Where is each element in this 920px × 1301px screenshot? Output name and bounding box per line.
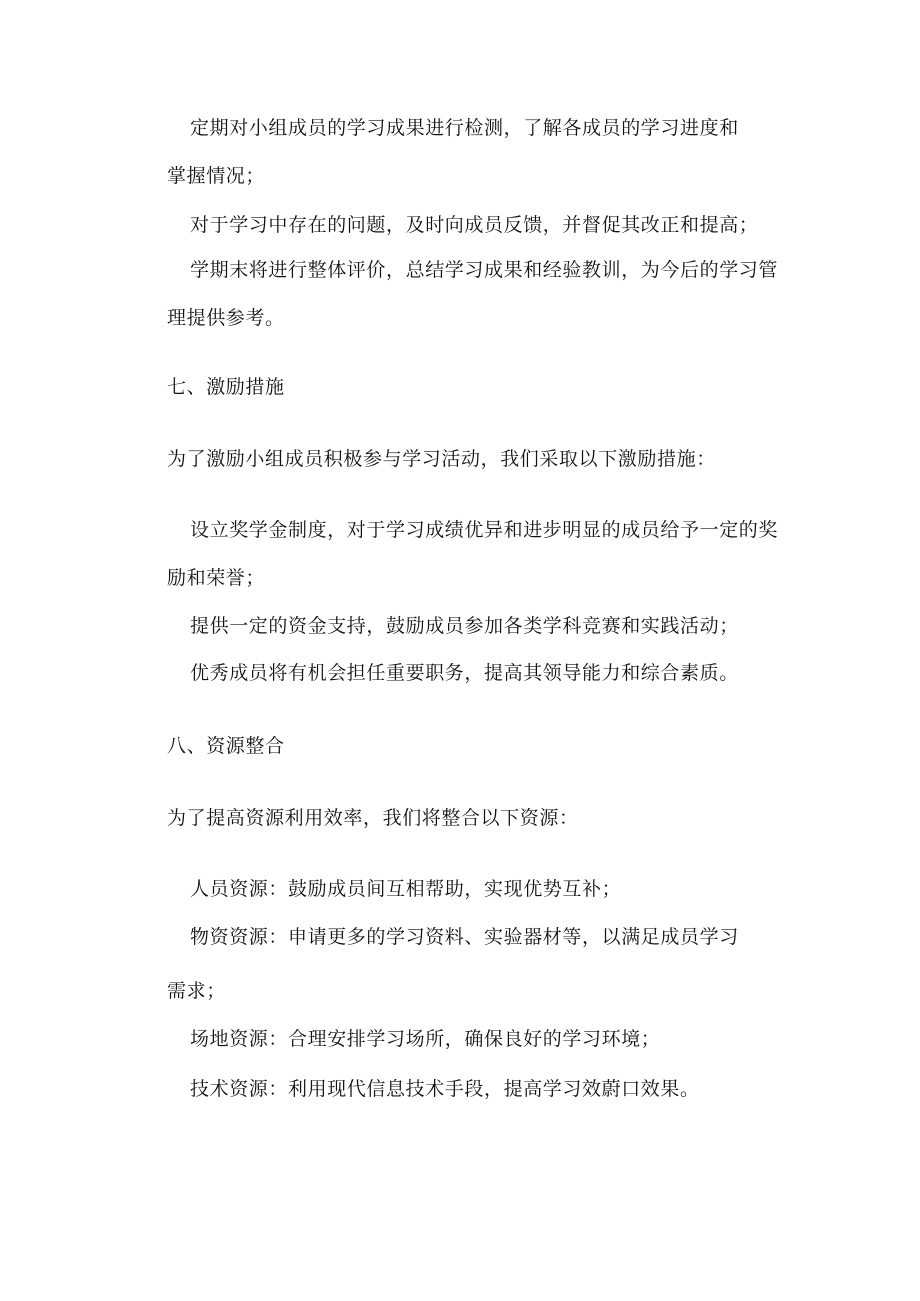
list-item: 优秀成员将有机会担任重要职务，提高其领导能力和综合素质。 [190, 662, 739, 684]
list-item: 人员资源：鼓励成员间互相帮助，实现优势互补； [190, 878, 622, 900]
section-heading: 八、资源整合 [167, 735, 285, 757]
paragraph-line: 对于学习中存在的问题，及时向成员反馈，并督促其改正和提高； [190, 214, 759, 236]
section-heading: 七、激励措施 [167, 376, 285, 398]
paragraph-line: 掌握情况； [167, 165, 266, 187]
paragraph-line: 定期对小组成员的学习成果进行检测，了解各成员的学习进度和 [190, 117, 739, 139]
list-item-line: 励和荣誉； [167, 567, 266, 589]
list-item-line: 设立奖学金制度，对于学习成绩优异和进步明显的成员给予一定的奖 [190, 519, 779, 541]
list-item-line: 物资资源：申请更多的学习资料、实验器材等，以满足成员学习 [190, 926, 739, 948]
list-item: 提供一定的资金支持，鼓励成员参加各类学科竞赛和实践活动； [190, 615, 739, 637]
paragraph-line: 理提供参考。 [167, 307, 285, 329]
paragraph-line: 学期末将进行整体评价，总结学习成果和经验教训，为今后的学习管 [190, 259, 779, 281]
section-intro: 为了激励小组成员积极参与学习活动，我们采取以下激励措施： [167, 448, 716, 470]
section-intro: 为了提高资源利用效率，我们将整合以下资源： [167, 807, 579, 829]
list-item: 场地资源：合理安排学习场所，确保良好的学习环境； [190, 1028, 661, 1050]
list-item-line: 需求； [167, 980, 226, 1002]
list-item: 技术资源：利用现代信息技术手段，提高学习效蔚口效果。 [190, 1078, 700, 1100]
